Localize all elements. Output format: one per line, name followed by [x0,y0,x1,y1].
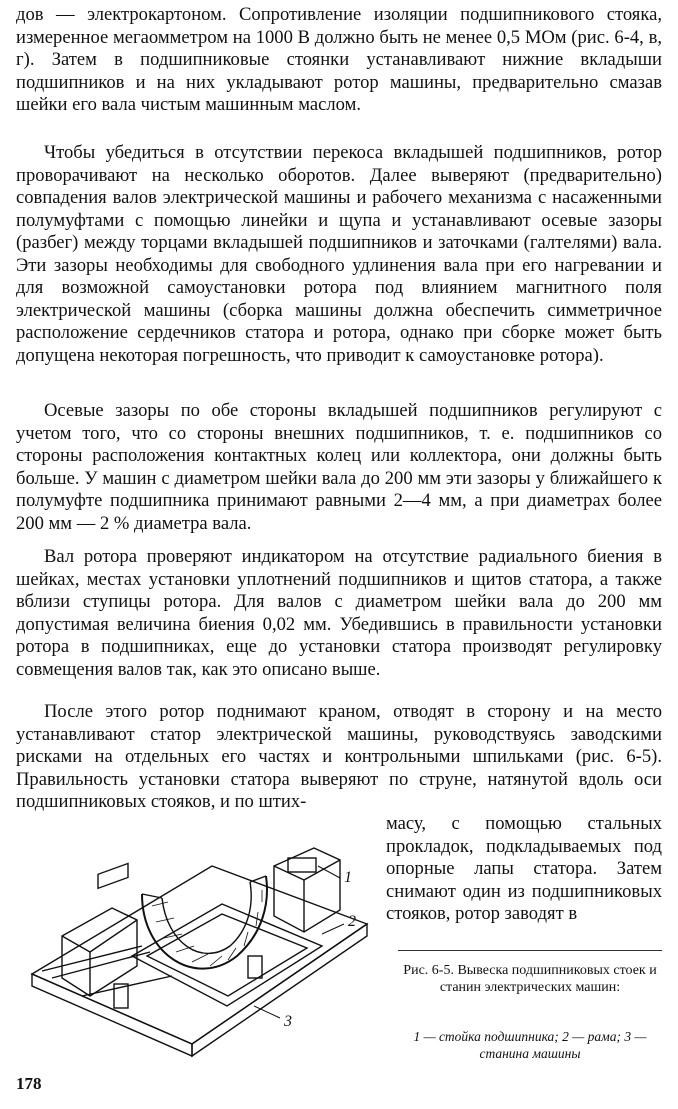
frame-outline [132,904,322,1006]
frame-inner [147,914,307,996]
stator-half [142,876,267,969]
bed-front [32,974,192,1056]
page-number: 178 [16,1074,42,1093]
paragraph-3: Осевые зазоры по обе стороны вкладышей подшипников регулируют с учетом того, что со стороны внешних подшипников, т. е. подшипников со стороны расположения контактных колец или коллектора, они должны быть больше. У машин с диаметром шейки вала до 200 мм эти зазоры у ближайшего к полумуфте подшипника принимают равными 2—4 мм, а при диаметрах более 200 мм — 2 % диаметра вала. [16,400,662,534]
paragraph-1: дов — электрокартоном. Сопротивление изоляции подшипникового стояка, измеренное мегаомметром на 1000 В должно быть не менее 0,5 МОм (рис. 6-4, в, г). Затем в подшипниковые стоянки устанавливают нижние вкладыши подшипников и на них укладывают ротор машины, предварительно смазав шейки его вала чистым машинным маслом. [16,4,662,115]
paragraph-continuation: масу, с помощью стальных прокладок, подкладываемых под опорные лапы статора. Затем снимают один из подшипниковых стояков, ротор заводят в [386,813,662,924]
figure-label-3: 3 [284,1013,292,1030]
bed-outline [32,866,367,1044]
paragraph-4: Вал ротора проверяют индикатором на отсутствие радиального биения в шейках, местах установки уплотнений подшипников и щитов статора, а также вблизи ступицы ротора. Для валов с диаметром шейки вала до 200 мм допустимая величина биения 0,02 мм. Убедившись в правильности установки ротора в подшипниках, еще до установки статора производят регулировку совмещения валов так, как это описано выше. [16,546,662,680]
right-bearing-stand [274,848,340,932]
paragraph-5: После этого ротор поднимают краном, отводят в сторону и на место устанавливают статор электрической машины, руководствуясь заводскими рисками на отдельных его частях и контрольными шпильками (рис. 6-5). Правильность установки статора выверяют по струне, натянутой вдоль оси подшипниковых стояков, и по штих- [16,701,662,812]
figure-legend: 1 — стойка подшипника; 2 — рама; 3 — станина машины [413,1029,647,1061]
figure-label-1: 1 [344,869,352,886]
figure-caption: Рис. 6-5. Вывеска подшипниковых стоек и станин электрических машин: [403,963,657,995]
figure-label-2: 2 [348,913,356,930]
caption-divider [398,950,662,951]
bed-side [192,924,367,1056]
figure-6-5-bearing-stands [22,806,372,1062]
paragraph-2: Чтобы убедиться в отсутствии перекоса вкладышей подшипников, ротор проворачивают на несколько оборотов. Далее выверяют (предварительно) совпадения валов электрической машины и рабочего механизма с насаженными полумуфтами с помощью линейки и щупа и устанавливают осевые зазоры (разбег) между торцами вкладышей подшипников и заточками (галтелями) вала. Эти зазоры необходимы для свободного удлинения вала при его нагревании и для возможной самоустановки ротора под влиянием магнитного поля электрической машины (сборка машины должна обеспечить симметричное расположение сердечников статора и ротора, однако при сборке может быть допущена некоторая погрешность, что приводит к самоустановке ротора). [16,142,662,366]
left-bearing-stand [62,908,137,996]
